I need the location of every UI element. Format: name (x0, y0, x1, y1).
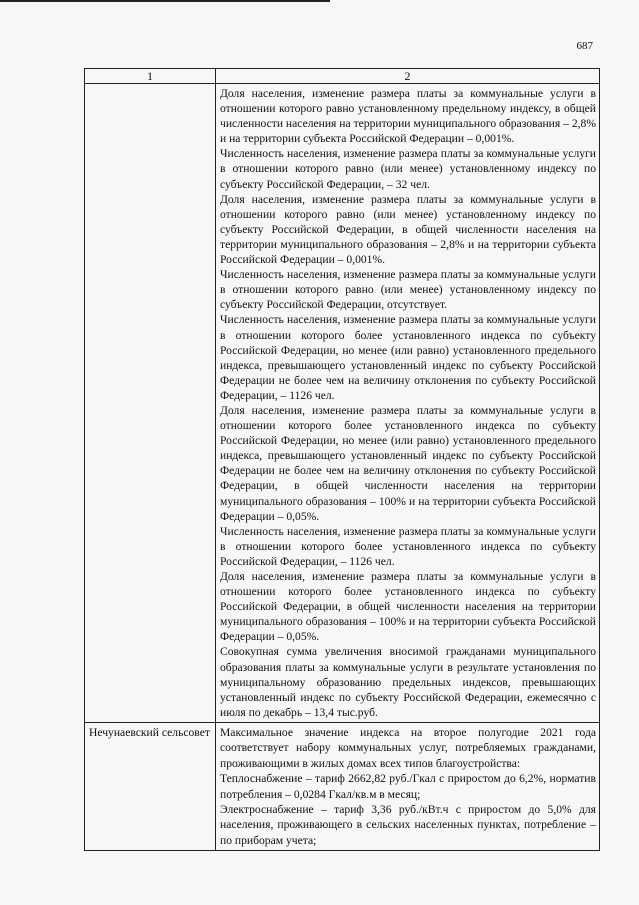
paragraph: Совокупная сумма увеличения вносимой гражданами муниципального образования платы за коммунальные услуги в результате установления по муниципальному образованию предельных индексов, превышающих установленный индекс по субъекту Российской Федерации, ежемесячно с июля по декабрь – 13,4 тыс.руб. (220, 645, 596, 719)
column-header-2: 2 (216, 69, 600, 84)
paragraph: Доля населения, изменение размера платы за коммунальные услуги в отношении которого более установленного индекса по субъекту Российской Федерации, в общей численности населения на территории муниципального образования – 100% и на территории субъекта Российской Федерации – 0,05%. (220, 570, 596, 644)
paragraph: Численность населения, изменение размера платы за коммунальные услуги в отношении которого более установленного индекса по субъекту Российской Федерации, – 1126 чел. (220, 524, 596, 568)
description-cell (216, 722, 600, 850)
description-cell (216, 84, 600, 723)
paragraph: Численность населения, изменение размера платы за коммунальные услуги в отношении которого более установленного индекса по субъекту Российской Федерации, но менее (или равно) установленного предельного индекса, превышающего установленный индекс по субъекту Российской Федерации не более чем на величину отклонения по субъекту Российской Федерации, – 1126 чел. (220, 313, 596, 402)
table-header-row (85, 69, 600, 84)
top-rule (0, 0, 330, 2)
paragraph: Численность населения, изменение размера платы за коммунальные услуги в отношении которого равно (или менее) установленному индексу по субъекту Российской Федерации, отсутствует. (220, 268, 596, 312)
paragraph: Теплоснабжение – тариф 2662,82 руб./Гкал с приростом до 6,2%, норматив потребления – 0,0284 Гкал/кв.м в месяц; (220, 772, 596, 801)
page-number: 687 (576, 40, 593, 52)
document-table (84, 68, 600, 851)
column-header-1: 1 (85, 69, 216, 84)
municipality-cell (85, 84, 216, 723)
paragraph: Доля населения, изменение размера платы за коммунальные услуги в отношении которого равно установленному предельному индексу, в общей численности населения на территории муниципального образования – 2,8% и на территории субъекта Российской Федерации – 0,001%. (220, 87, 596, 146)
table-row (85, 84, 600, 723)
municipality-cell: Нечунаевский сельсовет (85, 722, 216, 850)
paragraph: Электроснабжение – тариф 3,36 руб./кВт.ч с приростом до 5,0% для населения, проживающего в сельских населенных пунктах, потребление – по приборам учета; (220, 802, 596, 847)
paragraph: Доля населения, изменение размера платы за коммунальные услуги в отношении которого более установленного индекса по субъекту Российской Федерации, но менее (или равно) установленного предельного индекса, превышающего установленный индекс по субъекту Российской Федерации не более чем на величину отклонения по субъекту Российской Федерации, в общей численности населения на территории муниципального образования – 100% и на территории субъекта Российской Федерации – 0,05%. (220, 403, 596, 523)
paragraph: Доля населения, изменение размера платы за коммунальные услуги в отношении которого равно (или менее) установленному индексу по субъекту Российской Федерации, в общей численности населения на территории муниципального образования – 2,8% и на территории субъекта Российской Федерации – 0,001%. (220, 192, 596, 267)
paragraph: Максимальное значение индекса на второе полугодие 2021 года соответствует набору коммунальных услуг, потребляемых гражданами, проживающими в жилых домах всех типов благоустройства: (220, 725, 596, 770)
paragraph: Численность населения, изменение размера платы за коммунальные услуги в отношении которого равно (или менее) установленному индексу по субъекту Российской Федерации, – 32 чел. (220, 147, 596, 191)
table-row (85, 722, 600, 850)
